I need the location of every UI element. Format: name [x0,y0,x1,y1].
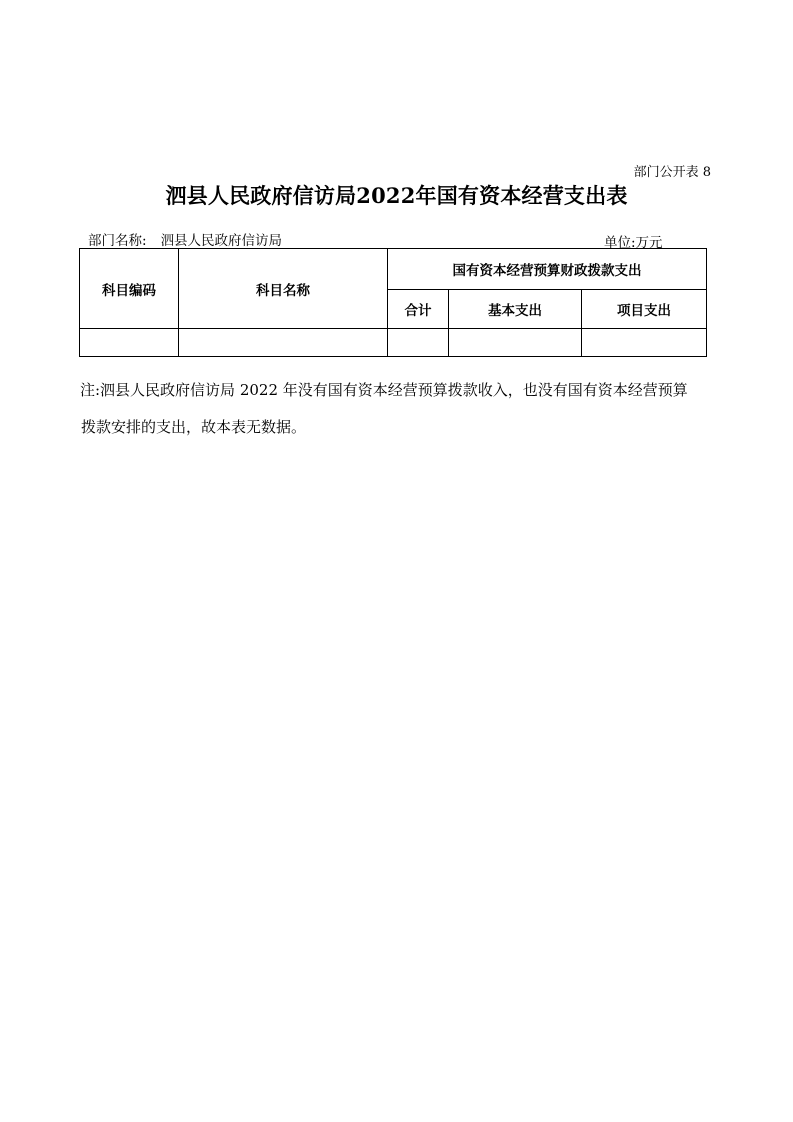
page-title: 泗县人民政府信访局2022年国有资本经营支出表 [165,183,628,208]
cell-total [388,329,449,357]
cell-code [80,329,179,357]
cell-project [582,329,707,357]
header-subject-code: 科目编码 [80,249,179,329]
department-label: 部门名称: [88,233,147,249]
header-project-expense: 项目支出 [582,290,707,329]
table-row [80,329,707,357]
unit-label: 单位:万元 [604,235,663,251]
header-subject-name: 科目名称 [179,249,388,329]
table-header-row [80,249,707,290]
footnote-line-2: 拨款安排的支出，故本表无数据。 [81,418,307,436]
table-number-label: 部门公开表 8 [633,165,711,180]
cell-name [179,329,388,357]
cell-basic [449,329,582,357]
department-line [88,229,282,249]
budget-table [79,248,707,357]
department-value: 泗县人民政府信访局 [160,233,283,249]
header-total: 合计 [388,290,449,329]
footnote [80,372,720,446]
footnote-line-1: 注:泗县人民政府信访局 2022 年没有国有资本经营预算拨款收入，也没有国有资本经营预算 [80,381,688,399]
header-basic-expense: 基本支出 [449,290,582,329]
header-group-state-capital: 国有资本经营预算财政拨款支出 [388,249,707,290]
